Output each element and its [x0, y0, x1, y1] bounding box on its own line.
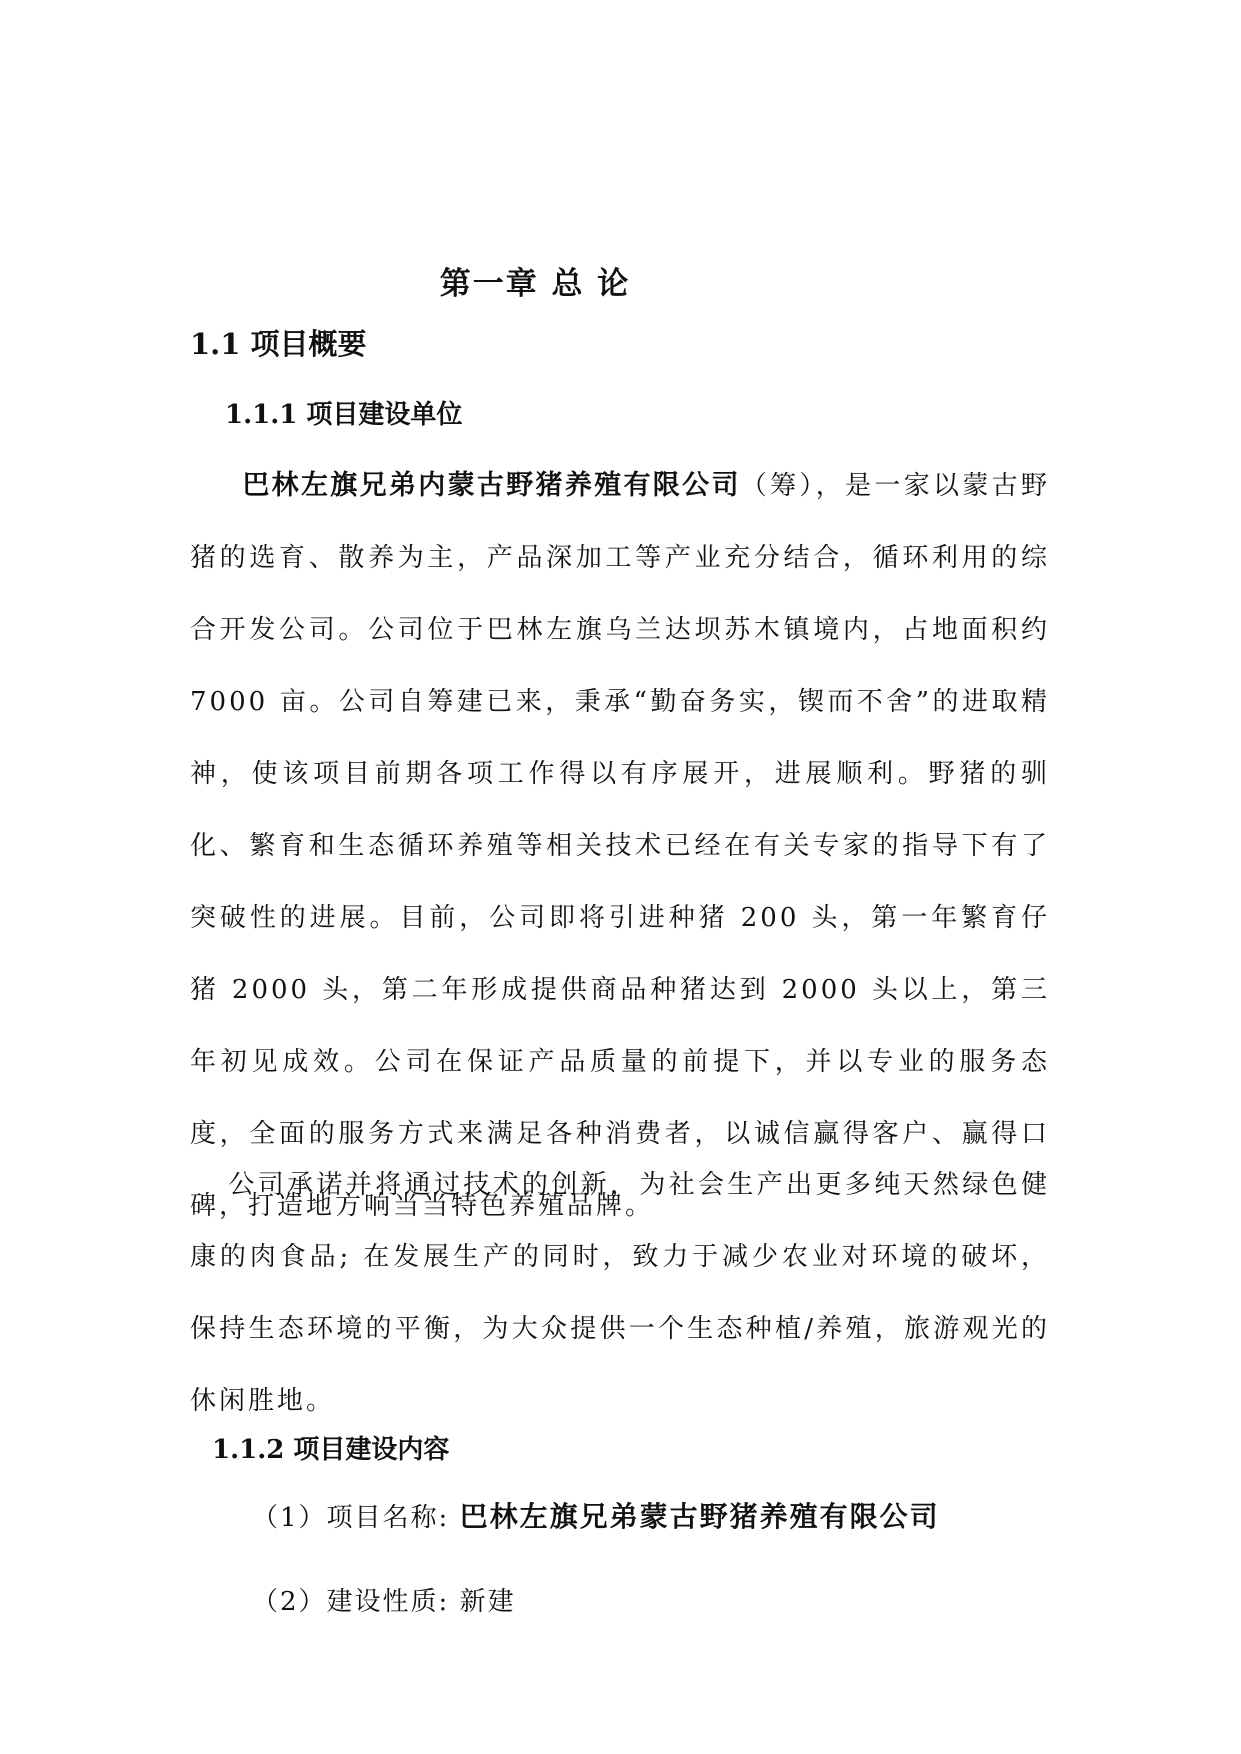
company-name: 巴林左旗兄弟内蒙古野猪养殖有限公司 [242, 470, 741, 501]
chapter-title: 第一章 总 论 [439, 266, 631, 302]
section-heading-1-1-1: 1.1.1 项目建设单位 [225, 400, 463, 430]
paragraph-commitment [190, 1149, 1050, 1437]
paragraph-commitment-text: 公司承诺并将通过技术的创新，为社会生产出更多纯天然绿色健康的肉食品; 在发展生产的同时，致力于减少农业对环境的破坏，保持生态环境的平衡，为大众提供一个生态种植/养殖，旅游观光的休闲胜地。 [190, 1170, 1050, 1416]
item-label: （1）项目名称: [252, 1503, 460, 1533]
paragraph-intro-text: （筹），是一家以蒙古野猪的选育、散养为主，产品深加工等产业充分结合，循环利用的综合开发公司。公司位于巴林左旗乌兰达坝苏木镇境内，占地面积约 7000 亩。公司自筹建已来，秉承“勤奋务实，锲而不舍”的进取精神，使该项目前期各项工作得以有序展开，进展顺利。野猪的驯化、繁育和生态循环养殖等相关技术已经在有关专家的指导下有了突破性的进展。目前，公司即将引进种猪 200 头，第一年繁育仔猪 2000 头，第二年形成提供商品种猪达到 2000 头以上，第三年初见成效。公司在保证产品质量的前提下，并以专业的服务态度，全面的服务方式来满足各种消费者，以诚信赢得客户、赢得口碑，打造地方响当当特色养殖品牌。 [190, 471, 1050, 1221]
item-value: 巴林左旗兄弟蒙古野猪养殖有限公司 [459, 1500, 940, 1533]
list-item-project-name [252, 1495, 940, 1535]
section-heading-1-1: 1.1 项目概要 [190, 327, 367, 361]
list-item-construction-nature [252, 1581, 516, 1618]
section-heading-1-1-2: 1.1.2 项目建设内容 [212, 1435, 450, 1465]
item-value: 新建 [459, 1587, 516, 1617]
paragraph-company-intro [190, 450, 1050, 1242]
item-label: （2）建设性质: [252, 1587, 460, 1617]
